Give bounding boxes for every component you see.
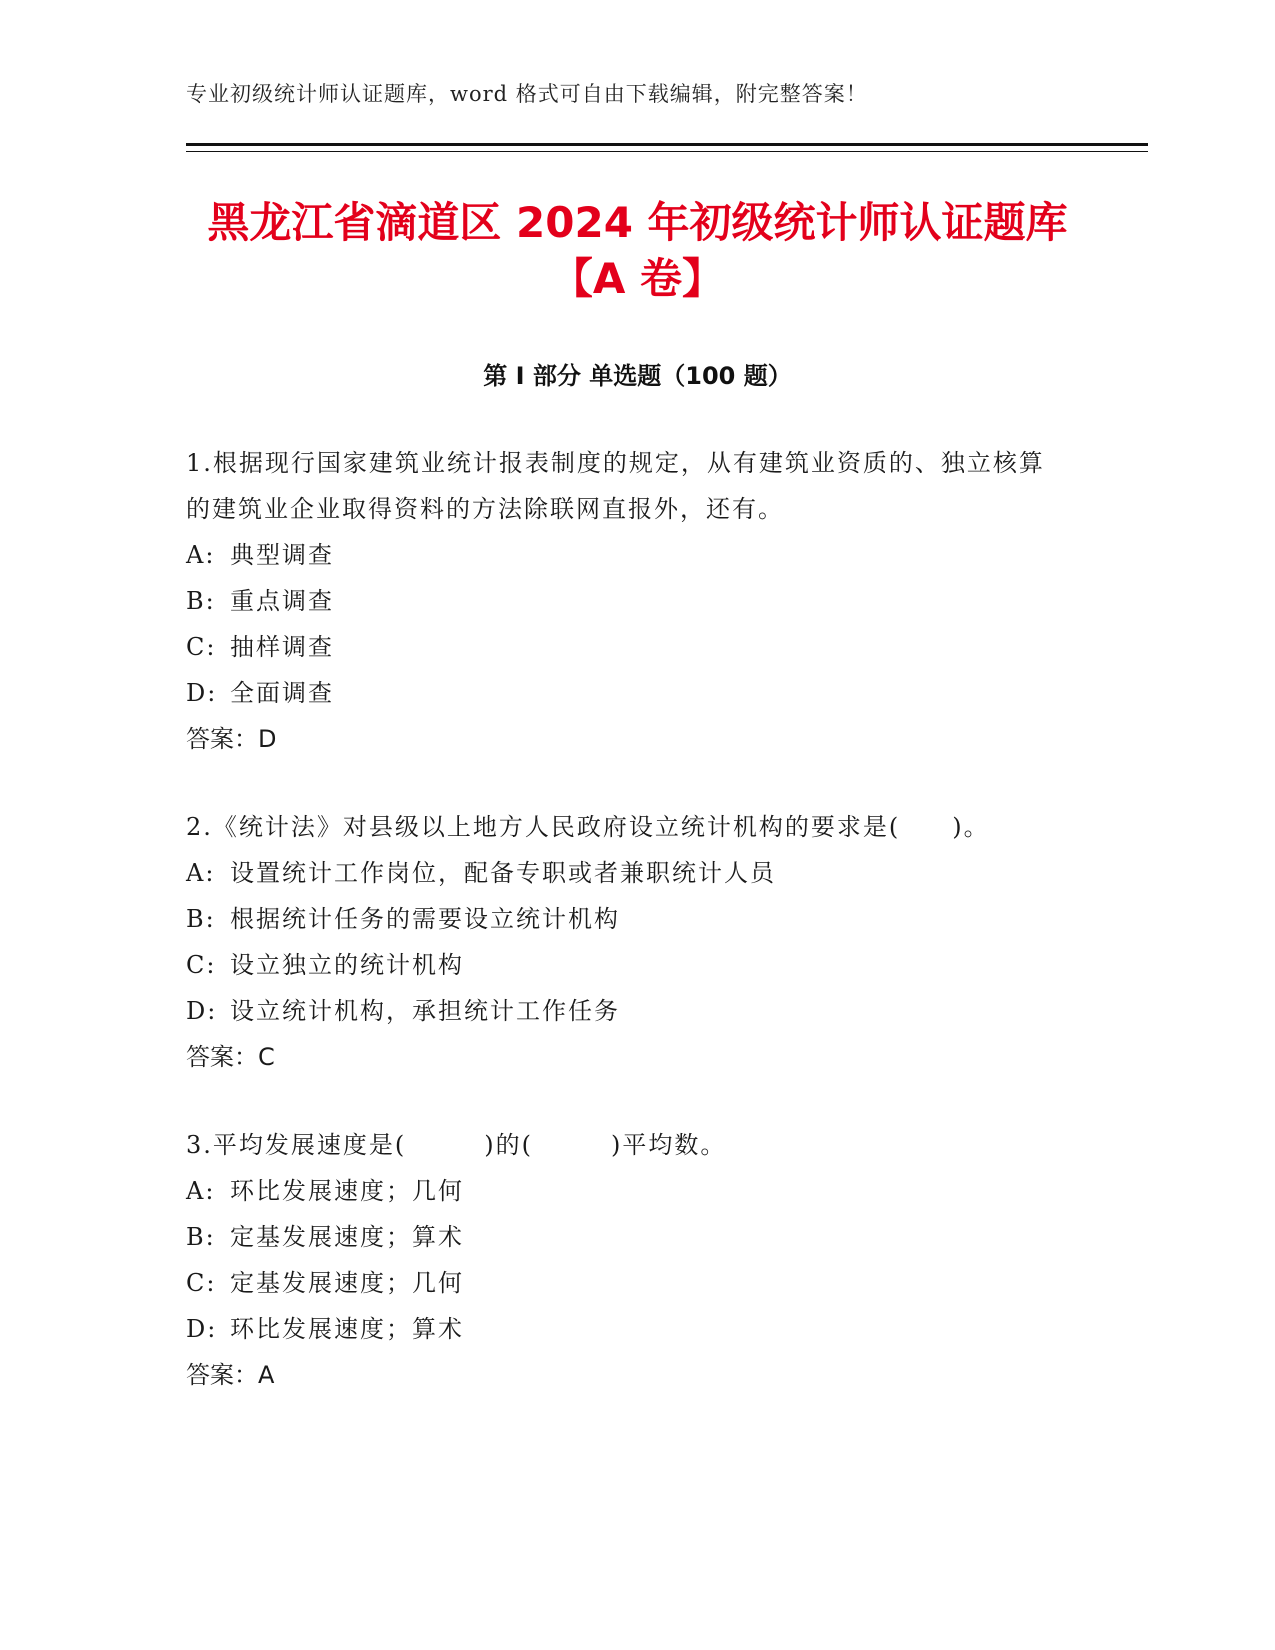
option-b: [186, 896, 1066, 942]
option-b: [186, 1214, 1066, 1260]
option-a: [186, 1168, 1066, 1214]
answer-line: 答案：C: [186, 1043, 275, 1071]
option-text: 设立独立的统计机构: [230, 951, 464, 979]
header-divider-thick: [186, 143, 1148, 146]
option-key: A:: [186, 1177, 216, 1205]
question-stem: 1.根据现行国家建筑业统计报表制度的规定，从有建筑业资质的、独立核算的建筑业企业取得资料的方法除联网直报外，还有。: [186, 449, 1045, 523]
option-text: 抽样调查: [230, 633, 334, 661]
option-text: 全面调查: [230, 679, 334, 707]
question-list: [186, 440, 1066, 1440]
option-key: B:: [186, 1223, 216, 1251]
document-title-line1: 黑龙江省滴道区 2024 年初级统计师认证题库: [207, 198, 1068, 247]
option-c: [186, 942, 1066, 988]
option-key: B:: [186, 905, 216, 933]
option-key: D:: [186, 1315, 218, 1343]
option-c: [186, 624, 1066, 670]
option-key: C:: [186, 633, 217, 661]
option-key: B:: [186, 587, 216, 615]
option-d: [186, 988, 1066, 1034]
option-a: [186, 532, 1066, 578]
option-text: 典型调查: [230, 541, 334, 569]
option-key: A:: [186, 541, 216, 569]
question-1: [186, 440, 1066, 762]
question-3: [186, 1122, 1066, 1398]
option-text: 定基发展速度；算术: [230, 1223, 464, 1251]
option-key: C:: [186, 951, 217, 979]
answer-line: 答案：D: [186, 725, 277, 753]
document-title: [0, 195, 1275, 307]
header-divider-thin: [186, 151, 1148, 152]
question-2: [186, 804, 1066, 1080]
option-key: A:: [186, 859, 216, 887]
question-stem: 2.《统计法》对县级以上地方人民政府设立统计机构的要求是( )。: [186, 813, 990, 841]
answer-line: 答案：A: [186, 1361, 275, 1389]
option-text: 环比发展速度；几何: [230, 1177, 464, 1205]
option-a: [186, 850, 1066, 896]
option-key: D:: [186, 997, 218, 1025]
option-text: 定基发展速度；几何: [230, 1269, 464, 1297]
option-c: [186, 1260, 1066, 1306]
option-text: 设置统计工作岗位，配备专职或者兼职统计人员: [230, 859, 776, 887]
document-title-line2: 【A 卷】: [550, 254, 725, 303]
option-key: C:: [186, 1269, 217, 1297]
header-note: 专业初级统计师认证题库，word 格式可自由下载编辑，附完整答案！: [186, 82, 868, 106]
question-stem: 3.平均发展速度是( )的( )平均数。: [186, 1131, 727, 1159]
option-d: [186, 670, 1066, 716]
option-key: D:: [186, 679, 218, 707]
option-d: [186, 1306, 1066, 1352]
option-text: 环比发展速度；算术: [230, 1315, 464, 1343]
option-text: 设立统计机构，承担统计工作任务: [230, 997, 620, 1025]
option-text: 根据统计任务的需要设立统计机构: [230, 905, 620, 933]
option-b: [186, 578, 1066, 624]
section-heading: 第 I 部分 单选题（100 题）: [483, 362, 792, 390]
option-text: 重点调查: [230, 587, 334, 615]
